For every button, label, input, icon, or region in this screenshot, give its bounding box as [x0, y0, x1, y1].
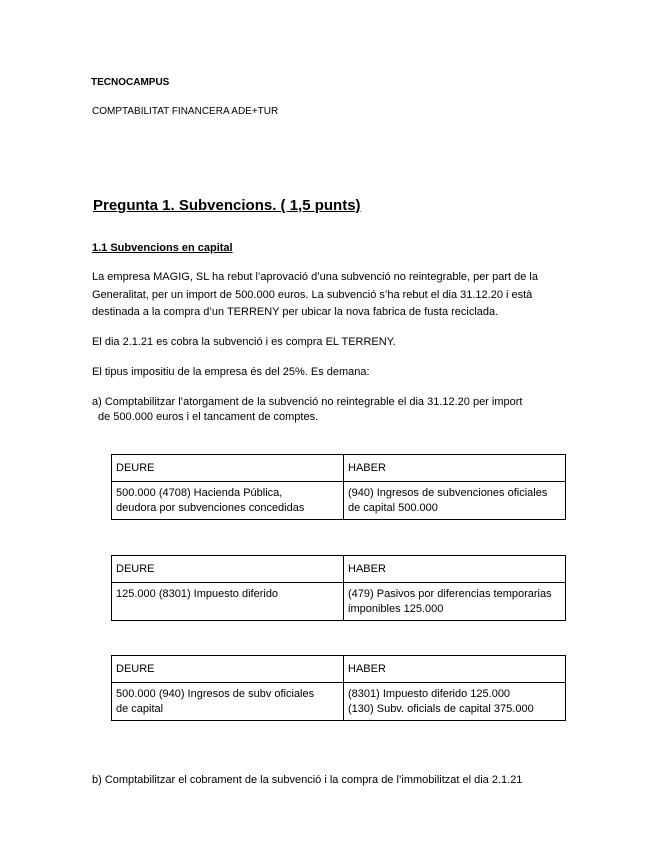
- institution-name: TECNOCAMPUS: [91, 77, 170, 88]
- table-header-row: [112, 656, 566, 683]
- table-row: [112, 583, 566, 621]
- haber-line: imponibles 125.000: [348, 603, 444, 615]
- task-a: [92, 395, 562, 425]
- deure-header: DEURE: [112, 455, 344, 482]
- haber-line: (130) Subv. oficials de capital 375.000: [348, 703, 534, 715]
- haber-header: HABER: [344, 455, 566, 482]
- deure-line: de capital: [116, 703, 164, 715]
- deure-cell: [112, 482, 344, 520]
- table-row: [112, 683, 566, 721]
- deure-header: DEURE: [112, 556, 344, 583]
- deure-cell: [112, 583, 344, 621]
- task-a-line1: a) Comptabilitzar l’atorgament de la subvenció no reintegrable el dia 31.12.20 per import: [92, 396, 523, 408]
- haber-line: de capital 500.000: [348, 502, 438, 514]
- journal-entry-table: [111, 555, 566, 621]
- journal-entry-table: [111, 655, 566, 721]
- journal-entry-table: [111, 454, 566, 520]
- table-header-row: [112, 556, 566, 583]
- deure-cell: [112, 683, 344, 721]
- deure-line: 500.000 (4708) Hacienda Pública,: [116, 487, 283, 499]
- question-title: Pregunta 1. Subvencions. ( 1,5 punts): [93, 197, 361, 214]
- task-b: b) Comptabilitzar el cobrament de la subvenció i la compra de l’immobilitzat el dia 2.1.21: [92, 774, 523, 786]
- section-title: 1.1 Subvencions en capital: [92, 242, 233, 254]
- haber-line: (940) Ingresos de subvenciones oficiales: [348, 487, 548, 499]
- course-name: COMPTABILITAT FINANCERA ADE+TUR: [92, 106, 279, 117]
- deure-line: 125.000 (8301) Impuesto diferido: [116, 588, 279, 600]
- statement-paragraph: La empresa MAGIG, SL ha rebut l’aprovació d’una subvenció no reintegrable, per part de la Generalitat, per un import de 500.000 euros. La subvenció s’ha rebut el dia 31.12.20 i està destinada a la compra d’un TERRENY per ubicar la nova fabrica de fusta reciclada.: [92, 271, 538, 318]
- haber-line: (8301) Impuesto diferido 125.000: [348, 688, 511, 700]
- statement-paragraph: El dia 2.1.21 es cobra la subvenció i es compra EL TERRENY.: [92, 336, 396, 348]
- deure-line: 500.000 (940) Ingresos de subv oficiales: [116, 688, 315, 700]
- deure-header: DEURE: [112, 656, 344, 683]
- haber-header: HABER: [344, 556, 566, 583]
- table-row: [112, 482, 566, 520]
- haber-cell: [344, 683, 566, 721]
- statement-paragraph: El tipus impositiu de la empresa és del 25%. Es demana:: [92, 366, 370, 378]
- task-a-line2: de 500.000 euros i el tancament de comptes.: [98, 411, 319, 423]
- table-header-row: [112, 455, 566, 482]
- haber-line: (479) Pasivos por diferencias temporarias: [348, 588, 552, 600]
- haber-cell: [344, 482, 566, 520]
- deure-line: deudora por subvenciones concedidas: [116, 502, 305, 514]
- haber-cell: [344, 583, 566, 621]
- haber-header: HABER: [344, 656, 566, 683]
